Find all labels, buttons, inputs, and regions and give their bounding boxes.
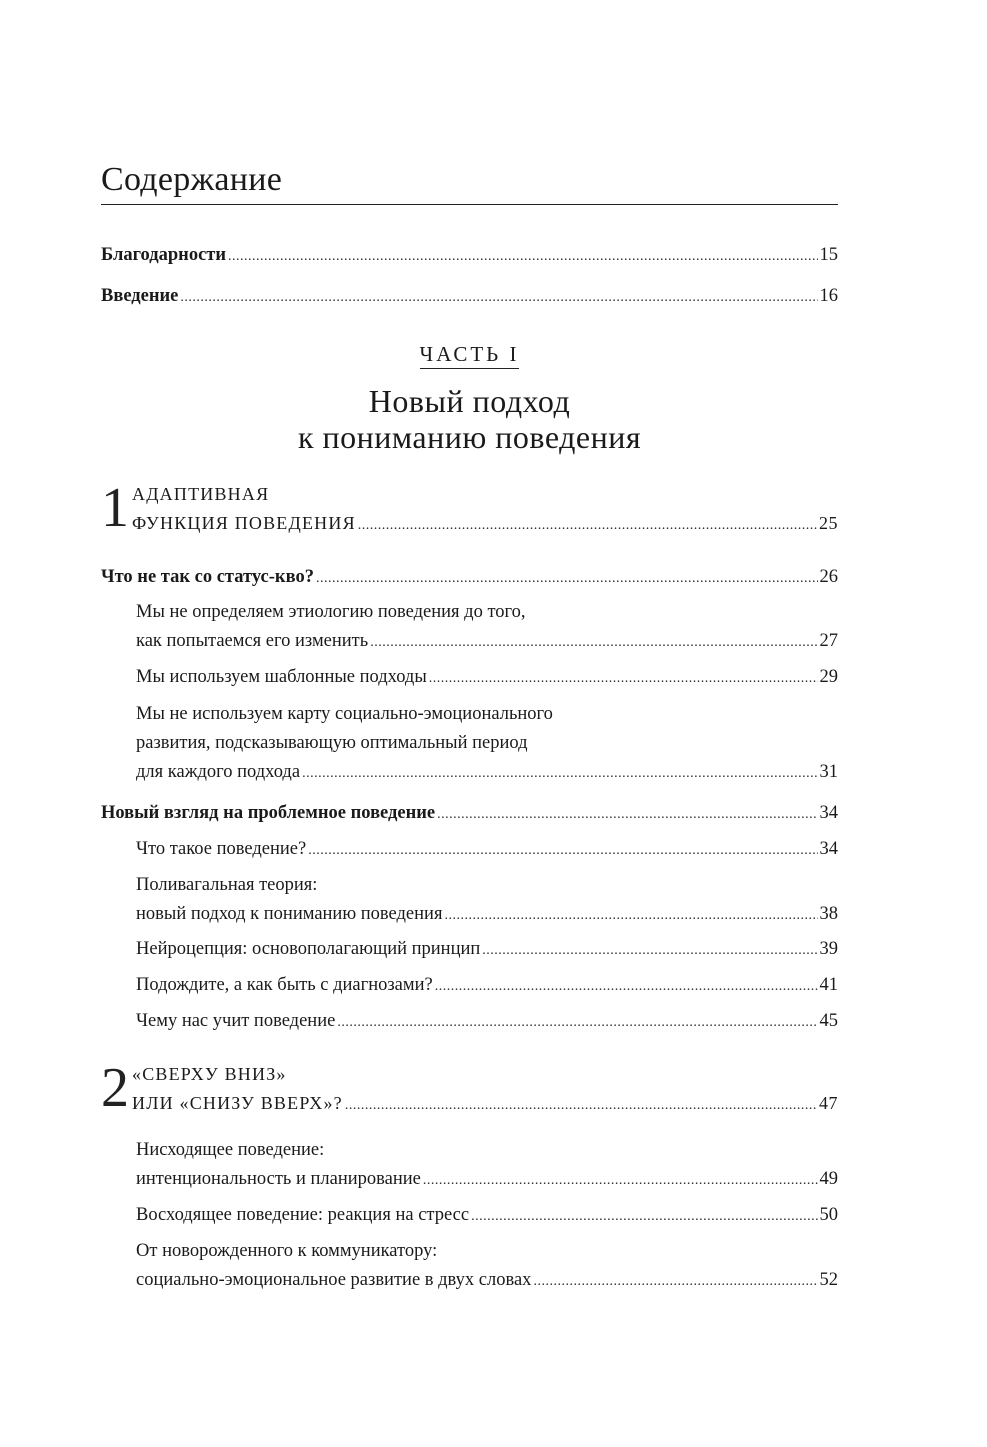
- toc-entry-section-1[interactable]: [101, 565, 838, 591]
- part-label: ЧАСТЬ I: [101, 342, 838, 367]
- dot-leader: [358, 514, 817, 538]
- toc-entry-introduction[interactable]: [101, 284, 838, 310]
- dot-leader: [471, 1205, 817, 1229]
- entry-text: Нейроцепция: основополагающий принцип: [136, 939, 481, 959]
- entry-text: Что не так со статус-кво?: [101, 567, 314, 587]
- entry-line: Мы не определяем этиологию поведения до того,: [136, 602, 526, 622]
- entry-page: 16: [819, 286, 838, 306]
- dot-leader: [180, 286, 817, 310]
- dot-leader: [302, 762, 817, 786]
- entry-line: Нисходящее поведение:: [136, 1140, 325, 1160]
- entry-page: 34: [819, 803, 838, 823]
- entry-page: 45: [819, 1011, 838, 1031]
- toc-entry-subsection[interactable]: [136, 1203, 838, 1229]
- dot-leader: [345, 1094, 817, 1118]
- entry-page: 26: [819, 567, 838, 587]
- entry-page: 38: [819, 904, 838, 924]
- toc-entry-subsection[interactable]: [136, 973, 838, 999]
- entry-line: Поливагальная теория:: [136, 875, 318, 895]
- entry-text: Новый взгляд на проблемное поведение: [101, 803, 436, 823]
- toc-entry-subsection[interactable]: [136, 760, 838, 786]
- entry-page: 39: [819, 939, 838, 959]
- entry-text: Что такое поведение?: [136, 839, 307, 859]
- dot-leader: [370, 631, 817, 655]
- entry-text: ФУНКЦИЯ ПОВЕДЕНИЯ: [132, 513, 356, 533]
- toc-entry-subsection[interactable]: [136, 665, 838, 691]
- dot-leader: [429, 667, 818, 691]
- entry-page: 27: [819, 631, 838, 651]
- entry-text: Мы используем шаблонные подходы: [136, 667, 427, 687]
- dot-leader: [435, 975, 818, 999]
- toc-entry-chapter-1[interactable]: [132, 511, 838, 538]
- dot-leader: [437, 803, 817, 827]
- part-title-line2: к пониманию поведения: [297, 419, 642, 455]
- entry-page: 50: [819, 1205, 838, 1225]
- toc-entry-acknowledgements[interactable]: [101, 243, 838, 269]
- entry-page: 41: [819, 975, 838, 995]
- entry-page: 29: [819, 667, 838, 687]
- entry-page: 15: [819, 245, 838, 265]
- chapter-number-1: 1: [101, 477, 129, 539]
- dot-leader: [423, 1169, 818, 1193]
- entry-text: Введение: [101, 286, 179, 306]
- entry-line: От новорожденного к коммуникатору:: [136, 1241, 438, 1261]
- dot-leader: [444, 904, 817, 928]
- dot-leader: [228, 245, 817, 269]
- entry-text: социально-эмоциональное развитие в двух словах: [136, 1270, 532, 1290]
- toc-entry-subsection[interactable]: [136, 837, 838, 863]
- toc-entry-subsection[interactable]: [136, 1167, 838, 1193]
- dot-leader: [308, 839, 817, 863]
- toc-entry-section-2[interactable]: [101, 801, 838, 827]
- chapter-number-2: 2: [101, 1057, 129, 1119]
- entry-text: интенциональность и планирование: [136, 1169, 421, 1189]
- entry-line: Мы не используем карту социально-эмоционального: [136, 704, 553, 724]
- toc-entry-subsection[interactable]: [136, 1009, 838, 1035]
- entry-page: 47: [819, 1093, 838, 1113]
- chapter1-title-line1: АДАПТИВНАЯ: [132, 484, 270, 504]
- entry-text: Восходящее поведение: реакция на стресс: [136, 1205, 470, 1225]
- entry-text: для каждого подхода: [136, 762, 301, 782]
- entry-page: 31: [819, 762, 838, 782]
- part-title-line1: Новый подход: [368, 383, 571, 419]
- toc-entry-subsection[interactable]: [136, 937, 838, 963]
- entry-page: 49: [819, 1169, 838, 1189]
- entry-text: Чему нас учит поведение: [136, 1011, 336, 1031]
- entry-page: 34: [819, 839, 838, 859]
- toc-entry-subsection[interactable]: [136, 902, 838, 928]
- toc-entry-subsection[interactable]: [136, 1268, 838, 1294]
- dot-leader: [316, 567, 818, 591]
- toc-title: Содержание: [101, 160, 838, 205]
- dot-leader: [482, 939, 817, 963]
- entry-text: Благодарности: [101, 245, 227, 265]
- dot-leader: [533, 1270, 817, 1294]
- entry-page: 25: [819, 513, 838, 533]
- entry-text: ИЛИ «СНИЗУ ВВЕРХ»?: [132, 1093, 343, 1113]
- entry-text: новый подход к пониманию поведения: [136, 904, 443, 924]
- toc-entry-chapter-2[interactable]: [132, 1091, 838, 1118]
- entry-line: развития, подсказывающую оптимальный период: [136, 733, 528, 753]
- entry-text: как попытаемся его изменить: [136, 631, 369, 651]
- chapter2-title-line1: «СВЕРХУ ВНИЗ»: [132, 1064, 287, 1084]
- part-title: [101, 383, 838, 455]
- entry-text: Подождите, а как быть с диагнозами?: [136, 975, 433, 995]
- dot-leader: [337, 1011, 817, 1035]
- toc-entry-subsection[interactable]: [136, 629, 838, 655]
- entry-page: 52: [819, 1270, 838, 1290]
